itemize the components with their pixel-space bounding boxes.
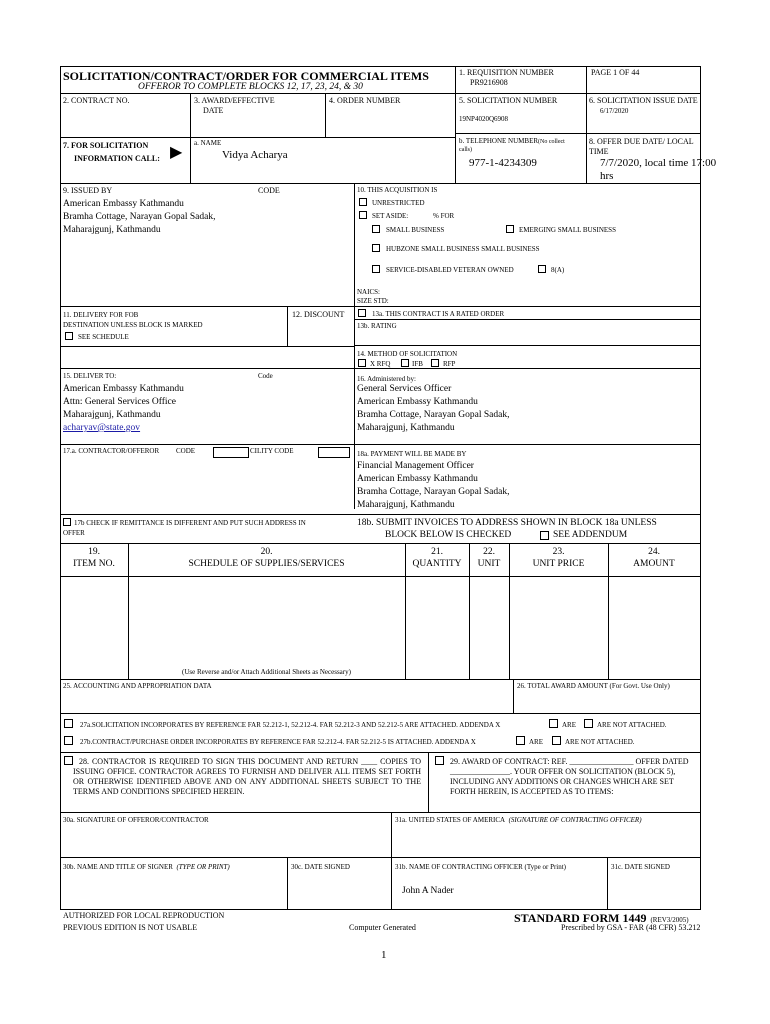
- 27b-checkbox[interactable]: [64, 736, 73, 745]
- small-business-label: SMALL BUSINESS: [386, 226, 445, 234]
- see-addendum-label: SEE ADDENDUM: [553, 530, 628, 540]
- rated-order-checkbox[interactable]: [358, 309, 366, 317]
- see-schedule-checkbox[interactable]: [65, 332, 73, 340]
- page-number: 1: [381, 949, 387, 961]
- facility-code-box[interactable]: [318, 447, 350, 458]
- administered-by-line: Bramha Cottage, Narayan Gopal Sadak,: [357, 410, 510, 420]
- col-19-number: 19.: [88, 547, 100, 557]
- rated-order-label: 13a. THIS CONTRACT IS A RATED ORDER: [372, 310, 505, 318]
- method-label: 14. METHOD OF SOLICITATION: [357, 350, 458, 358]
- 27a-text: 27a.SOLICITATION INCORPORATES BY REFERENCE FAR 52.212-1, 52.212-4. FAR 52.212-3 AND 52.212-5 ARE ATTACHED. ADDENDA X: [80, 721, 501, 729]
- rfq-checkbox[interactable]: [358, 359, 366, 367]
- size-std-label: SIZE STD:: [357, 297, 389, 305]
- deliver-to-code-label: Code: [258, 372, 273, 380]
- col-23-number: 23.: [552, 547, 565, 557]
- computer-generated-label: Computer Generated: [349, 923, 416, 932]
- 27a-are-not-label: ARE NOT ATTACHED.: [597, 721, 667, 729]
- set-aside-label: SET ASIDE:: [372, 212, 409, 220]
- 27b-text: 27b.CONTRACT/PURCHASE ORDER INCORPORATES BY REFERENCE FAR 52.212-4. FAR 52.212-5 IS ATTACHED. ADDENDA X: [80, 738, 476, 746]
- col-quantity: QUANTITY: [412, 559, 462, 569]
- local-reproduction-label: AUTHORIZED FOR LOCAL REPRODUCTION: [63, 911, 225, 920]
- col-supplies-services: SCHEDULE OF SUPPLIES/SERVICES: [188, 559, 345, 569]
- remittance-checkbox[interactable]: [63, 518, 71, 526]
- rfq-label: X RFQ: [370, 360, 391, 368]
- facility-code-label: CILITY CODE: [250, 447, 294, 455]
- payment-label: 18a. PAYMENT WILL BE MADE BY: [357, 450, 467, 458]
- deliver-to-line: Maharajgunj, Kathmandu: [63, 410, 161, 420]
- page-of: PAGE 1 OF 44: [591, 68, 640, 77]
- schedule-note: (Use Reverse and/or Attach Additional Sheets as Necessary): [182, 668, 351, 676]
- 28-checkbox[interactable]: [64, 756, 73, 765]
- contractor-code-label: CODE: [176, 447, 196, 455]
- telephone-value[interactable]: 977-1-4234309: [469, 157, 537, 169]
- col-24-number: 24.: [648, 547, 660, 557]
- set-aside-checkbox[interactable]: [359, 211, 367, 219]
- discount-label: 12. DISCOUNT: [292, 310, 345, 319]
- col-unit: UNIT: [477, 559, 501, 569]
- signer-name-label: 30b. NAME AND TITLE OF SIGNER (TYPE OR PRINT): [63, 863, 230, 871]
- deliver-to-label: 15. DELIVER TO:: [63, 372, 117, 380]
- officer-signature-field[interactable]: [394, 827, 698, 855]
- eight-a-label: 8(A): [551, 266, 565, 274]
- delivery-fob-label-2: DESTINATION UNLESS BLOCK IS MARKED: [63, 321, 203, 329]
- col-21-number: 21.: [431, 547, 443, 557]
- award-date-label-2: DATE: [203, 106, 224, 115]
- payment-line: Bramha Cottage, Narayan Gopal Sadak,: [357, 487, 510, 497]
- submit-invoices-label-2: BLOCK BELOW IS CHECKED: [385, 530, 512, 540]
- naics-label: NAICS:: [357, 288, 380, 296]
- previous-edition-label: PREVIOUS EDITION IS NOT USABLE: [63, 923, 198, 932]
- offer-due-label: 8. OFFER DUE DATE/ LOCAL: [589, 137, 694, 146]
- unrestricted-checkbox[interactable]: [359, 198, 367, 206]
- hubzone-label: HUBZONE SMALL BUSINESS SMALL BUSINESS: [386, 245, 540, 253]
- offer-due-value-2[interactable]: hrs: [600, 170, 614, 182]
- 28-text: 28. CONTRACTOR IS REQUIRED TO SIGN THIS DOCUMENT AND RETURN ____ COPIES TO ISSUING OFFICE. CONTRACTOR AGREES TO FURNISH AND DELIVER ALL ITEMS SET FORTH OR OTHERWISE IDENTIFIED ABOVE AND ON ANY ADDITIONAL SHEETS SUBJECT TO THE TERMS AND CONDITIONS SPECIFIED HEREIN.: [73, 757, 421, 796]
- offeror-signature-field[interactable]: [62, 827, 387, 855]
- hubzone-checkbox[interactable]: [372, 244, 380, 252]
- acquisition-label: 10. THIS ACQUISITION IS: [357, 186, 438, 194]
- standard-form-label: STANDARD FORM 1449 (REV3/2005): [514, 911, 689, 925]
- administered-by-label: 16. Administered by:: [357, 375, 416, 383]
- order-number-label: 4. ORDER NUMBER: [329, 96, 401, 105]
- issue-date-label: 6. SOLICITATION ISSUE DATE: [589, 96, 698, 105]
- small-business-checkbox[interactable]: [372, 225, 380, 233]
- col-item-no: ITEM NO.: [73, 559, 115, 569]
- unrestricted-label: UNRESTRICTED: [372, 199, 425, 207]
- col-22-number: 22.: [483, 547, 495, 557]
- contractor-code-box[interactable]: [213, 447, 249, 458]
- contact-name[interactable]: Vidya Acharya: [222, 149, 288, 161]
- payment-line: Financial Management Officer: [357, 461, 474, 471]
- for-solicitation-label: 7. FOR SOLICITATION: [63, 141, 149, 150]
- ifb-label: IFB: [412, 360, 423, 368]
- issued-by-label: 9. ISSUED BY: [63, 186, 113, 195]
- 29-text: 29. AWARD OF CONTRACT: REF. ________________ OFFER DATED _______________. YOUR OFFER ON SOLICITATION (BLOCK 5), INCLUDING ANY ADDITIONS OR CHANGES WHICH ARE SET FORTH HEREIN, IS ACCEPTED AS TO ITEMS:: [450, 757, 689, 796]
- issued-by-code-label: CODE: [258, 186, 280, 195]
- prescribed-by-label: Prescribed by GSA - FAR (48 CFR) 53.212: [561, 923, 701, 932]
- signature-offeror-label: 30a. SIGNATURE OF OFFEROR/CONTRACTOR: [63, 816, 209, 824]
- 27a-are-not-checkbox[interactable]: [584, 719, 593, 728]
- solicitation-number-value[interactable]: 19NP4020Q6908: [459, 115, 509, 123]
- rating-label: 13b. RATING: [357, 322, 397, 330]
- 27a-checkbox[interactable]: [64, 719, 73, 728]
- see-schedule-label: SEE SCHEDULE: [78, 333, 129, 341]
- date-signed-30c-label: 30c. DATE SIGNED: [291, 863, 350, 871]
- deliver-to-line: Attn: General Services Office: [63, 397, 176, 407]
- requisition-label: 1. REQUISITION NUMBER: [459, 68, 554, 77]
- emerging-small-business-checkbox[interactable]: [506, 225, 514, 233]
- issued-by-line: American Embassy Kathmandu: [63, 199, 184, 209]
- contract-no-label: 2. CONTRACT NO.: [63, 96, 130, 105]
- administered-by-line: General Services Officer: [357, 384, 452, 394]
- col-unit-price: UNIT PRICE: [532, 559, 585, 569]
- delivery-fob-label: 11. DELIVERY FOR FOB: [63, 311, 139, 319]
- contractor-label: 17.a. CONTRACTOR/OFFEROR: [63, 447, 160, 455]
- info-call-label: INFORMATION CALL:: [74, 154, 160, 163]
- 27b-are-not-label: ARE NOT ATTACHED.: [565, 738, 635, 746]
- telephone-label-2: calls): [459, 147, 472, 153]
- form-title: SOLICITATION/CONTRACT/ORDER FOR COMMERCIAL ITEMS: [63, 69, 429, 83]
- eight-a-checkbox[interactable]: [538, 265, 546, 273]
- issue-date-value[interactable]: 6/17/2020: [600, 107, 629, 115]
- total-award-label: 26. TOTAL AWARD AMOUNT (For Govt. Use Only): [517, 682, 670, 690]
- payment-line: Maharajgunj, Kathmandu: [357, 500, 455, 510]
- col-20-number: 20.: [260, 547, 273, 557]
- 27b-are-checkbox[interactable]: [516, 736, 525, 745]
- sdvosb-label: SERVICE-DISABLED VETERAN OWNED: [386, 266, 514, 274]
- award-date-label: 3. AWARD/EFFECTIVE: [194, 96, 275, 105]
- remittance-label: 17b CHECK IF REMITTANCE IS DIFFERENT AND PUT SUCH ADDRESS IN: [74, 519, 306, 527]
- signature-usa-label: 31a. UNITED STATES OF AMERICA (SIGNATURE OF CONTRACTING OFFICER): [395, 816, 642, 824]
- sdvosb-checkbox[interactable]: [372, 265, 380, 273]
- 27b-are-not-checkbox[interactable]: [552, 736, 561, 745]
- accounting-label: 25. ACCOUNTING AND APPROPRIATION DATA: [63, 682, 212, 690]
- rfp-checkbox[interactable]: [431, 359, 439, 367]
- issued-by-line: Bramha Cottage, Narayan Gopal Sadak,: [63, 212, 216, 222]
- arrow-right-icon: ▶: [170, 144, 183, 161]
- 27b-are-label: ARE: [529, 738, 543, 746]
- deliver-to-email-link[interactable]: [63, 424, 140, 434]
- deliver-to-line: American Embassy Kathmandu: [63, 384, 184, 394]
- requisition-value[interactable]: PR9216908: [470, 78, 508, 87]
- submit-invoices-label: 18b. SUBMIT INVOICES TO ADDRESS SHOWN IN BLOCK 18a UNLESS: [357, 518, 657, 528]
- see-addendum-checkbox[interactable]: [540, 531, 549, 540]
- telephone-label: b. TELEPHONE NUMBER(No collect: [459, 137, 565, 145]
- solicitation-number-label: 5. SOLICITATION NUMBER: [459, 96, 558, 105]
- email-link[interactable]: acharyav@state.gov: [63, 423, 141, 433]
- payment-line: American Embassy Kathmandu: [357, 474, 478, 484]
- administered-by-line: American Embassy Kathmandu: [357, 397, 478, 407]
- offer-due-label-2: TIME: [589, 147, 609, 156]
- form-subtitle: OFFEROR TO COMPLETE BLOCKS 12, 17, 23, 24, & 30: [138, 82, 363, 92]
- emerging-small-business-label: EMERGING SMALL BUSINESS: [519, 226, 616, 234]
- issued-by-line: Maharajgunj, Kathmandu: [63, 225, 161, 235]
- administered-by-line: Maharajgunj, Kathmandu: [357, 423, 455, 433]
- contracting-officer-name[interactable]: John A Nader: [402, 886, 454, 896]
- 27a-are-checkbox[interactable]: [549, 719, 558, 728]
- contracting-officer-name-label: 31b. NAME OF CONTRACTING OFFICER (Type or Print): [395, 863, 567, 871]
- offer-due-value[interactable]: 7/7/2020, local time 17:00: [600, 157, 717, 169]
- 27a-are-label: ARE: [562, 721, 576, 729]
- remittance-label-2: OFFER: [63, 529, 85, 537]
- rfp-label: RFP: [443, 360, 456, 368]
- date-signed-31c-label: 31c. DATE SIGNED: [611, 863, 670, 871]
- col-amount: AMOUNT: [633, 559, 675, 569]
- ifb-checkbox[interactable]: [401, 359, 409, 367]
- 29-checkbox[interactable]: [435, 756, 444, 765]
- name-label: a. NAME: [194, 139, 222, 147]
- pct-for-label: % FOR: [433, 212, 455, 220]
